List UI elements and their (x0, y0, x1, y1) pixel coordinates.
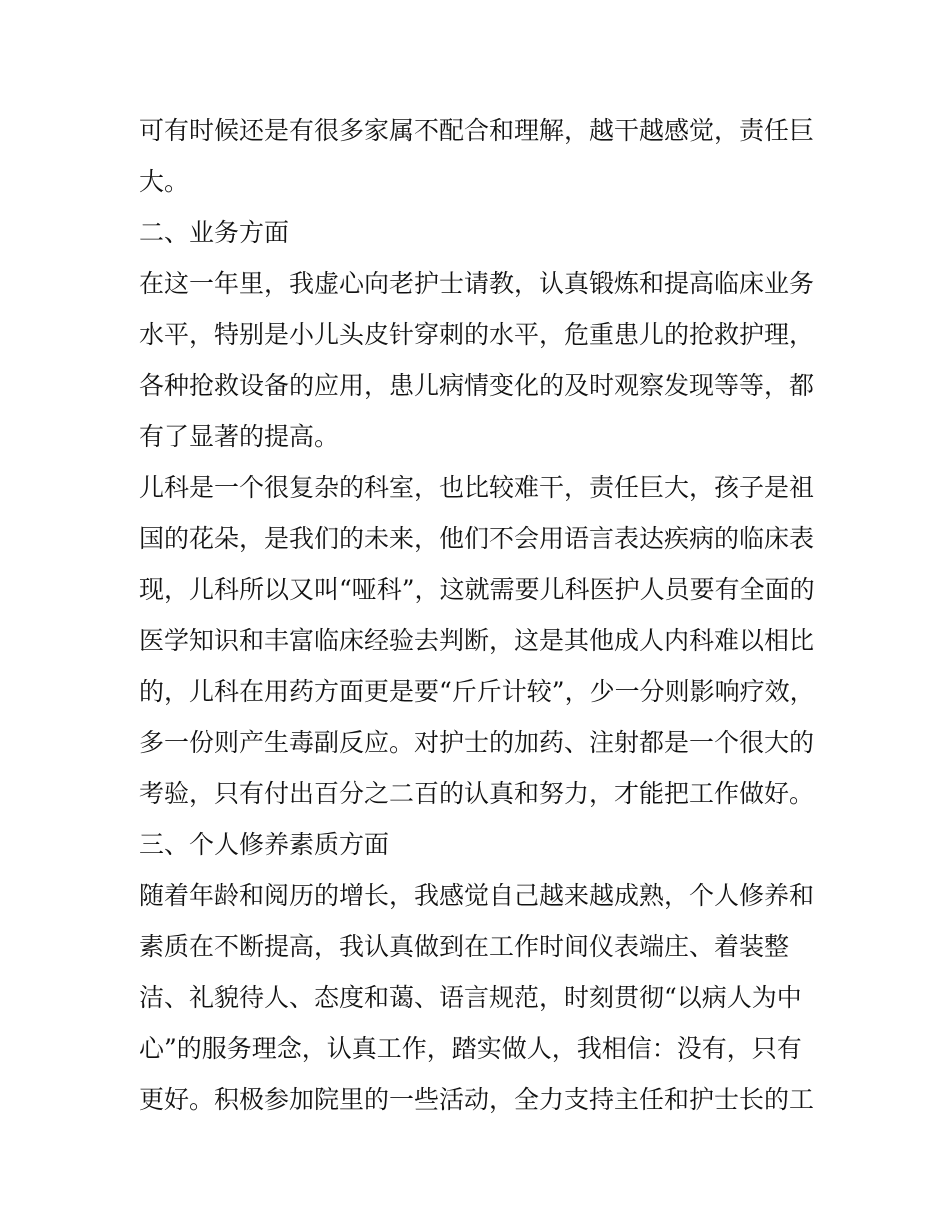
text-line: 心”的服务理念，认真工作，踏实做人，我相信：没有，只有 (139, 1034, 802, 1063)
text-line: 随着年龄和阅历的增长，我感觉自己越来越成熟，个人修养和 (139, 881, 815, 910)
text-line: 在这一年里，我虚心向老护士请教，认真锻炼和提高临床业务 (139, 269, 815, 298)
text-line: 多一份则产生毒副反应。对护士的加药、注射都是一个很大的 (139, 728, 815, 757)
text-line: 的，儿科在用药方面更是要“斤斤计较”，少一分则影响疗效， (139, 677, 815, 706)
text-line: 考验，只有付出百分之二百的认真和努力，才能把工作做好。 (139, 779, 815, 808)
text-line: 水平，特别是小儿头皮针穿刺的水平，危重患儿的抢救护理， (139, 320, 815, 349)
text-line: 有了显著的提高。 (139, 422, 340, 451)
text-line: 素质在不断提高，我认真做到在工作时间仪表端庄、着装整 (139, 932, 790, 961)
section-heading: 三、个人修养素质方面 (139, 830, 390, 859)
text-line: 儿科是一个很复杂的科室，也比较难干，责任巨大，孩子是祖 (139, 473, 815, 502)
text-line: 医学知识和丰富临床经验去判断，这是其他成人内科难以相比 (139, 626, 815, 655)
text-line: 现，儿科所以又叫“哑科”，这就需要儿科医护人员要有全面的 (139, 575, 815, 604)
text-line: 可有时候还是有很多家属不配合和理解，越干越感觉，责任巨 (139, 116, 815, 145)
text-line: 洁、礼貌待人、态度和蔼、语言规范，时刻贯彻“以病人为中 (139, 983, 802, 1012)
document-body (139, 105, 819, 1125)
text-line: 各种抢救设备的应用，患儿病情变化的及时观察发现等等，都 (139, 371, 815, 400)
text-line: 更好。积极参加院里的一些活动，全力支持主任和护士长的工 (139, 1085, 815, 1114)
text-line: 大。 (139, 167, 190, 196)
text-line: 国的花朵，是我们的未来，他们不会用语言表达疾病的临床表 (139, 524, 815, 553)
section-heading: 二、业务方面 (139, 218, 290, 247)
